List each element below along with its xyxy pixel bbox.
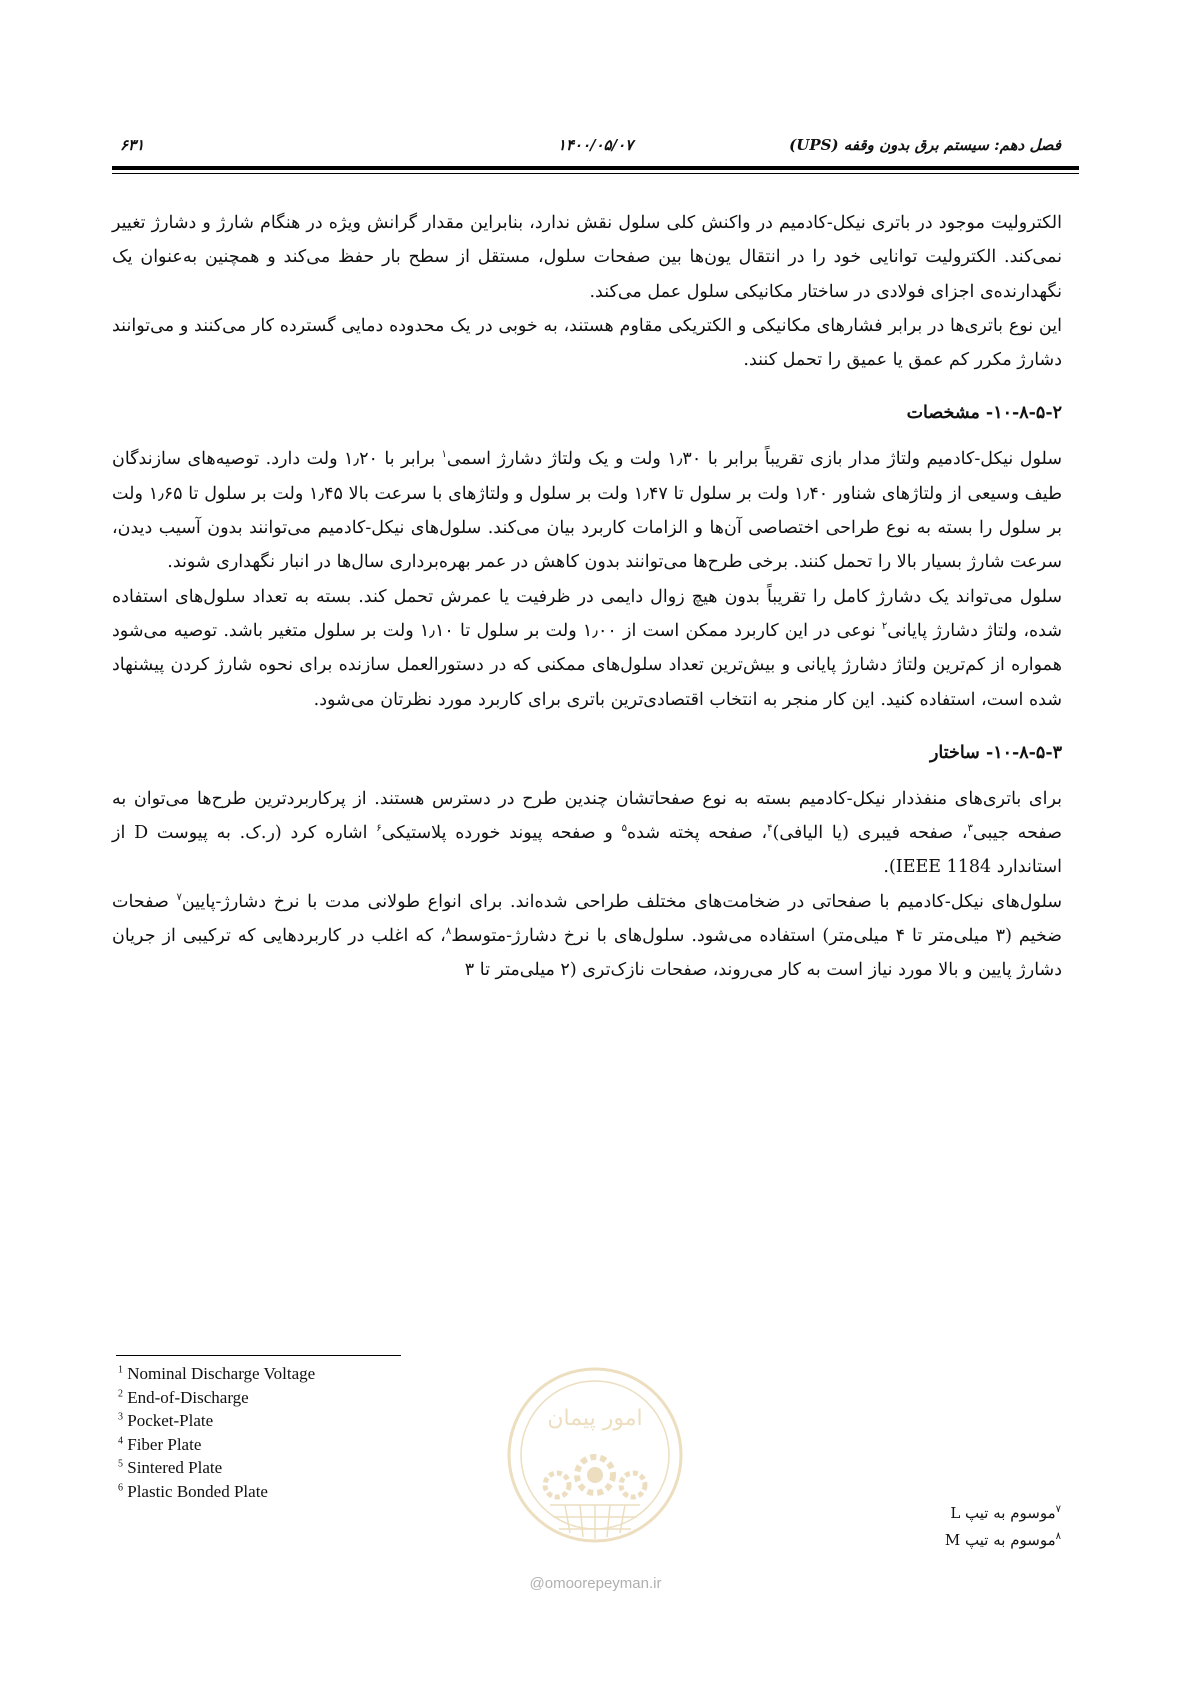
paragraph: سلول نیکل-کادمیم ولتاژ مدار بازی تقریباً برابر با ۱٫۳۰ ولت و یک ولتاژ دشارژ اسمی$^۱$ برابر با ۱٫۲۰ ولت دارد. توصیه‌های سازندگان طیف وسیعی از ولتاژهای شناور ۱٫۴۰ ولت بر سلول تا ۱٫۴۷ ولت بر سلول و ولتاژهای با سرعت بالا ۱٫۴۵ ولت بر سلول تا ۱٫۶۵ ولت بر سلول را بسته به نوع طراحی اختصاصی آن‌ها و الزامات کاربرد بیان می‌کند. سلول‌های نیکل-کادمیم می‌توانند بدون آسیب دیدن، سرعت شارژ بسیار بالا را تحمل کنند. برخی طرح‌ها می‌توانند بدون کاهش در عمر بهره‌برداری سال‌ها در انبار نگهداری شوند.	[112, 449, 1063, 573]
footnotes-persian	[945, 1500, 1061, 1554]
paragraph: برای باتری‌های منفذدار نیکل-کادمیم بسته به نوع صفحاتشان چندین طرح در دسترس هستند. از پرکاربردترین طرح‌ها می‌توان به صفحه جیبی$^۳$، صفحه فیبری (یا الیافی)$^۴$، صفحه پخته شده$^۵$ و صفحه پیوند خورده پلاستیکی$^۶$ اشاره کرد (ر.ک. به پیوست D از استاندارد IEEE 1184).	[112, 788, 1063, 878]
footnote-ref: ۳	[967, 823, 973, 835]
paragraph: الکترولیت موجود در باتری نیکل-کادمیم در واکنش کلی سلول نقش ندارد، بنابراین مقدار گرانش ویژه در هنگام شارژ و دشارژ تغییر نمی‌کند. الکترولیت توانایی خود را در انتقال یون‌ها بین صفحات سلول، مستقل از سطح بار حفظ می‌کند و همچنین به‌عنوان یک نگهدارنده‌ی اجزای فولادی در ساختار مکانیکی سلول عمل می‌کند.	[112, 213, 1062, 302]
paragraph: سلول می‌تواند یک دشارژ کامل را تقریباً بدون هیچ زوال دایمی در ظرفیت یا عمرش تحمل کند. بسته به تعداد سلول‌های استفاده شده، ولتاژ دشارژ پایانی$^۲$ نوعی در این کاربرد ممکن است از ۱٫۰۰ ولت بر سلول تا ۱٫۱۰ ولت بر سلول متغیر باشد. توصیه می‌شود همواره از کم‌ترین ولتاژ دشارژ پایانی و بیش‌ترین تعداد سلول‌های ممکنی که در دستورالعمل سازنده برای نحوه شارژ کردن پیشنهاد شده است، استفاده کنید. این کار منجر به انتخاب اقتصادی‌ترین باتری برای کاربرد مورد نظرتان می‌شود.	[112, 586, 1062, 710]
watermark-site: @omoorepeyman.ir	[529, 1575, 662, 1592]
running-header-date: ۱۴۰۰/۰۵/۰۷	[557, 136, 634, 154]
footnote: $^6$ Plastic Bonded Plate	[118, 1481, 268, 1501]
footnote: $^4$ Fiber Plate	[118, 1434, 202, 1454]
footnote: $^3$ Pocket-Plate	[118, 1411, 214, 1431]
header-rule-thick	[112, 166, 1079, 170]
watermark-logo-icon	[495, 1355, 695, 1575]
footnote-ref: ۸	[445, 926, 452, 938]
section-heading-structure: ۱۰-۸-۵-۳- ساختار	[929, 742, 1062, 763]
footnote-ref: ۴	[767, 823, 773, 835]
footnote: $^1$ Nominal Discharge Voltage	[118, 1364, 316, 1383]
paragraph: این نوع باتری‌ها در برابر فشارهای مکانیکی و الکتریکی مقاوم هستند، به خوبی در یک محدوده دمایی گسترده کار می‌کنند و می‌توانند دشارژ مکرر کم عمق یا عمیق را تحمل کنند.	[112, 315, 1062, 371]
footnote: $^۷$موسوم به تیپ L	[950, 1504, 1061, 1522]
section-heading-specifications: ۱۰-۸-۵-۲- مشخصات	[906, 403, 1062, 424]
header-rule-thin	[112, 173, 1079, 174]
svg-text:امور پیمان: امور پیمان	[547, 1406, 643, 1431]
paragraph: سلول‌های نیکل-کادمیم با صفحاتی در ضخامت‌های مختلف طراحی شده‌اند. برای انواع طولانی مدت با نرخ دشارژ-پایین$^۷$ صفحات ضخیم (۳ میلی‌متر تا ۴ میلی‌متر) استفاده می‌شود. سلول‌های با نرخ دشارژ-متوسط$^۸$، که اغلب در کاربردهایی که ترکیبی از جریان دشارژ پایین و بالا مورد نیاز است به کار می‌روند، صفحات نازک‌تری (۲ میلی‌متر تا ۳	[112, 891, 1062, 981]
footnote-ref: ۷	[176, 891, 182, 903]
footnote: $^2$ End-of-Discharge	[118, 1387, 249, 1407]
footnote-ref: ۶	[376, 823, 382, 835]
footnote-ref: ۱	[441, 449, 447, 461]
page-number: ۶۳۱	[120, 136, 145, 154]
footnotes-english	[118, 1362, 315, 1504]
footnote-separator	[116, 1355, 401, 1356]
footnote: $^5$ Sintered Plate	[118, 1458, 223, 1478]
body-text	[112, 206, 1062, 988]
footnote: $^۸$موسوم به تیپ M	[944, 1531, 1061, 1549]
footnote-ref: ۲	[881, 621, 888, 633]
footnote-ref: ۵	[621, 823, 627, 835]
running-header-chapter: فصل دهم: سیستم برق بدون وقفه (UPS)	[789, 136, 1061, 154]
